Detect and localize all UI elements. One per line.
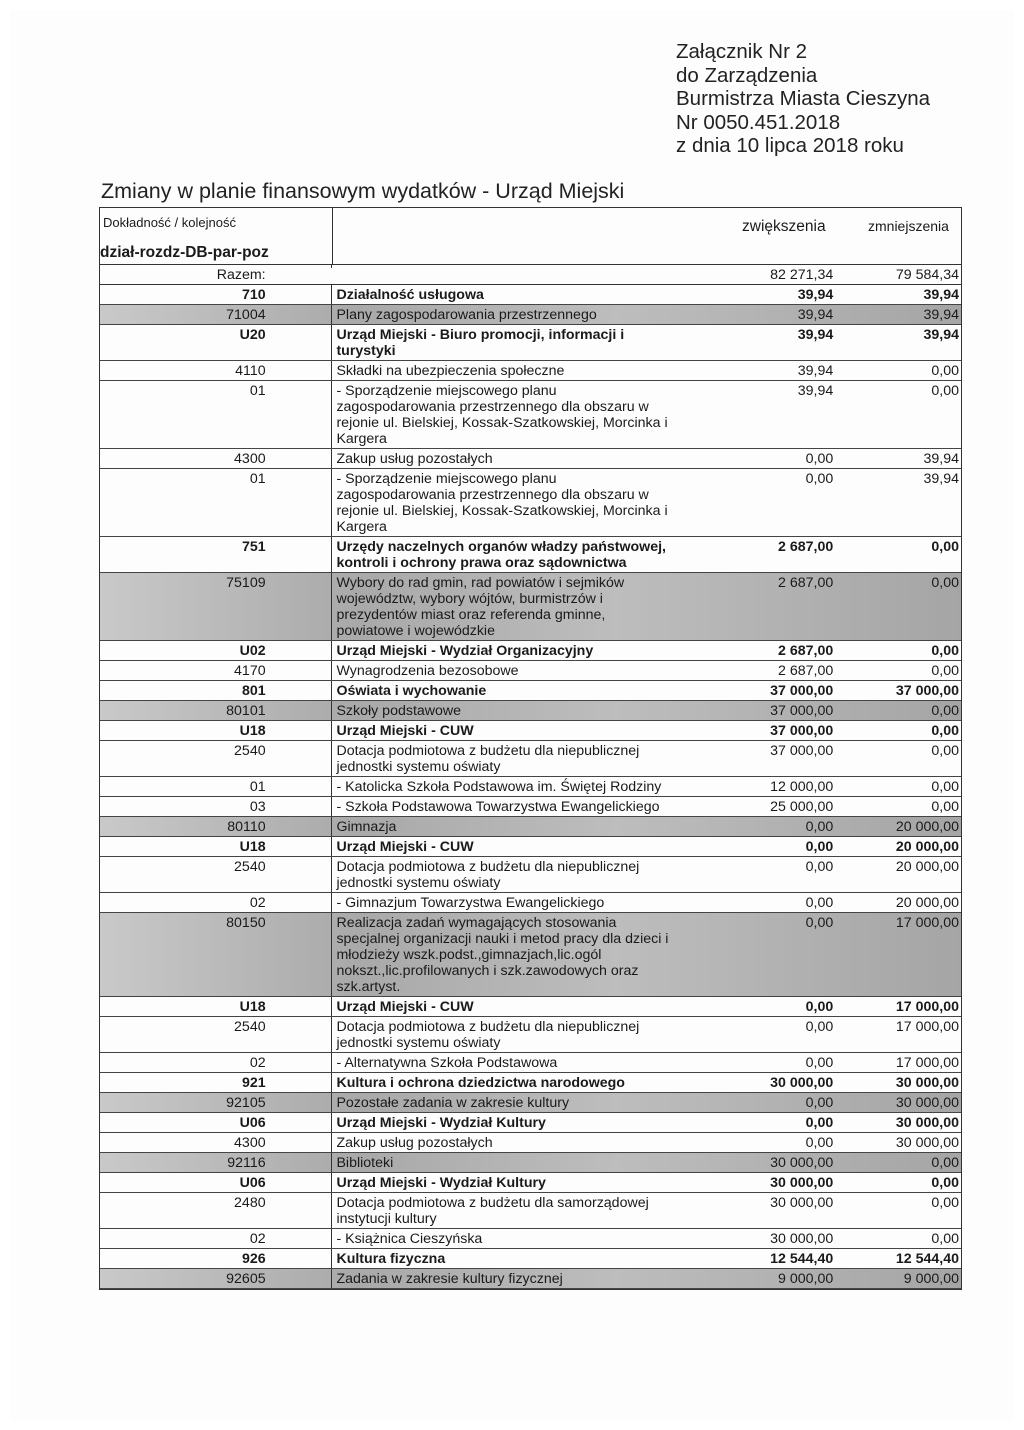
total-label: Razem: [216, 267, 266, 283]
row-code: 01 [249, 471, 266, 487]
table-row [100, 449, 961, 469]
row-increase: 39,94 [797, 363, 834, 379]
row-description: Realizacja zadań wymagających stosowania specjalnej organizacji nauki i metod pracy dla dzieci i młodzieży wszk.podst.,gimnazjach,lic.ogól nokszt.,lic.profilowanych i szk.zawodowych oraz szk.artyst. [331, 913, 675, 996]
row-description: - Książnica Cieszyńska [331, 1229, 675, 1248]
row-description: Szkoły podstawowe [331, 701, 675, 720]
row-code: U02 [239, 643, 266, 659]
row-decrease: 12 544,40 [895, 1251, 959, 1267]
table-row [100, 573, 961, 641]
total-increase: 82 271,34 [770, 267, 834, 283]
header-key-label: dział-rozdz-DB-par-poz [100, 244, 269, 261]
row-decrease: 30 000,00 [895, 1115, 959, 1131]
table-row [100, 1053, 961, 1073]
row-increase: 9 000,00 [778, 1271, 834, 1287]
row-description: Zakup usług pozostałych [331, 1133, 675, 1152]
header-divider [332, 208, 333, 264]
row-decrease: 39,94 [923, 327, 959, 343]
row-increase: 37 000,00 [770, 703, 834, 719]
row-code: 02 [249, 1231, 266, 1247]
row-description: Zadania w zakresie kultury fizycznej [331, 1269, 675, 1288]
row-increase: 39,94 [797, 287, 834, 303]
row-decrease: 0,00 [931, 575, 959, 591]
table-row [100, 681, 961, 701]
row-description: Dotacja podmiotowa z budżetu dla niepublicznej jednostki systemu oświaty [331, 857, 675, 892]
row-code: 71004 [226, 307, 266, 323]
row-description: Kultura fizyczna [331, 1249, 675, 1268]
row-decrease: 20 000,00 [895, 819, 959, 835]
table-row [100, 701, 961, 721]
table-row [100, 837, 961, 857]
row-description: Urząd Miejski - Wydział Kultury [331, 1113, 675, 1132]
table-row [100, 1193, 961, 1229]
row-code: U18 [239, 839, 266, 855]
header-line-3: Burmistrza Miasta Cieszyna [676, 87, 931, 110]
row-description: Urząd Miejski - Wydział Kultury [331, 1173, 675, 1192]
table-row [100, 913, 961, 997]
row-increase: 2 687,00 [778, 575, 834, 591]
table-row [100, 857, 961, 893]
row-code: 2540 [234, 743, 266, 759]
row-decrease: 0,00 [931, 743, 959, 759]
row-increase: 30 000,00 [770, 1195, 834, 1211]
row-code: 4170 [234, 663, 266, 679]
table-row [100, 305, 961, 325]
row-decrease: 30 000,00 [895, 1075, 959, 1091]
row-decrease: 0,00 [931, 539, 959, 555]
table-row [100, 997, 961, 1017]
table-row [100, 893, 961, 913]
table-row [100, 1093, 961, 1113]
row-decrease: 0,00 [931, 1155, 959, 1171]
row-decrease: 0,00 [931, 799, 959, 815]
row-increase: 39,94 [797, 383, 834, 399]
table-row [100, 285, 961, 305]
header-accuracy-label: Dokładność / kolejność [103, 215, 236, 230]
row-description: Urząd Miejski - CUW [331, 721, 675, 740]
table-body [100, 285, 961, 1289]
row-decrease: 0,00 [931, 663, 959, 679]
header-line-1: Załącznik Nr 2 [676, 40, 808, 63]
row-increase: 0,00 [805, 451, 834, 467]
header-increase-label: zwiększenia [742, 218, 826, 235]
row-description: - Katolicka Szkoła Podstawowa im. Świętej Rodziny [331, 777, 675, 796]
row-increase: 0,00 [805, 1115, 834, 1131]
row-increase: 0,00 [805, 1019, 834, 1035]
row-description: Biblioteki [331, 1153, 675, 1172]
row-code: 926 [241, 1251, 266, 1267]
document-title: Zmiany w planie finansowym wydatków - Urząd Miejski [101, 179, 625, 203]
table-header [100, 208, 961, 265]
row-description: Pozostałe zadania w zakresie kultury [331, 1093, 675, 1112]
row-code: 2480 [234, 1195, 266, 1211]
row-decrease: 0,00 [931, 779, 959, 795]
row-description: Oświata i wychowanie [331, 681, 675, 700]
row-decrease: 17 000,00 [895, 1055, 959, 1071]
row-increase: 0,00 [805, 1095, 834, 1111]
row-code: 92105 [226, 1095, 266, 1111]
table-row [100, 817, 961, 837]
row-description: Dotacja podmiotowa z budżetu dla samorządowej instytucji kultury [331, 1193, 675, 1228]
row-decrease: 17 000,00 [895, 999, 959, 1015]
row-description: Gimnazja [331, 817, 675, 836]
row-code: 01 [249, 383, 266, 399]
row-increase: 30 000,00 [770, 1231, 834, 1247]
expenditure-table [99, 207, 962, 1290]
row-increase: 2 687,00 [778, 643, 834, 659]
header-decrease-label: zmniejszenia [868, 218, 949, 234]
table-row [100, 1229, 961, 1249]
table-row [100, 1073, 961, 1093]
row-description: Urząd Miejski - CUW [331, 837, 675, 856]
row-code: 4300 [234, 451, 266, 467]
row-description: Działalność usługowa [331, 285, 675, 304]
row-increase: 37 000,00 [770, 743, 834, 759]
row-decrease: 30 000,00 [895, 1135, 959, 1151]
row-code: 2540 [234, 1019, 266, 1035]
row-description: Kultura i ochrona dziedzictwa narodowego [331, 1073, 675, 1092]
row-code: 4300 [234, 1135, 266, 1151]
row-decrease: 20 000,00 [895, 895, 959, 911]
total-row [100, 265, 961, 285]
row-decrease: 39,94 [923, 451, 959, 467]
table-row [100, 641, 961, 661]
row-code: U06 [239, 1175, 266, 1191]
row-increase: 30 000,00 [770, 1075, 834, 1091]
row-description: Składki na ubezpieczenia społeczne [331, 361, 675, 380]
row-increase: 12 544,40 [770, 1251, 834, 1267]
row-code: 921 [241, 1075, 266, 1091]
header-line-2: do Zarządzenia [676, 63, 818, 87]
row-description: Zakup usług pozostałych [331, 449, 675, 468]
table-row [100, 1017, 961, 1053]
row-decrease: 0,00 [931, 723, 959, 739]
table-row [100, 1153, 961, 1173]
row-code: 92116 [227, 1155, 266, 1171]
row-description: Dotacja podmiotowa z budżetu dla niepublicznej jednostki systemu oświaty [331, 741, 675, 776]
row-code: U18 [239, 999, 266, 1015]
total-desc [331, 265, 675, 268]
row-decrease: 9 000,00 [903, 1271, 959, 1287]
row-increase: 0,00 [805, 1135, 834, 1151]
row-description: - Szkoła Podstawowa Towarzystwa Ewangelickiego [331, 797, 675, 816]
row-code: 80110 [227, 819, 266, 835]
row-decrease: 17 000,00 [895, 1019, 959, 1035]
row-description: Urząd Miejski - Biuro promocji, informacji i turystyki [331, 325, 675, 360]
row-code: 751 [241, 539, 266, 555]
row-increase: 0,00 [805, 1055, 834, 1071]
row-description: Dotacja podmiotowa z budżetu dla niepublicznej jednostki systemu oświaty [331, 1017, 675, 1052]
row-decrease: 0,00 [931, 383, 959, 399]
row-decrease: 17 000,00 [895, 915, 959, 931]
table-row [100, 1269, 961, 1289]
row-code: 80150 [226, 915, 266, 931]
row-code: U06 [239, 1115, 266, 1131]
table-row [100, 361, 961, 381]
row-increase: 0,00 [805, 999, 834, 1015]
row-code: U18 [239, 723, 266, 739]
row-description: - Sporządzenie miejscowego planu zagospodarowania przestrzennego dla obszaru w rejonie ul. Bielskiej, Kossak-Szatkowskiej, Morcinka i Kargera [331, 469, 675, 536]
row-increase: 0,00 [805, 471, 834, 487]
row-decrease: 0,00 [931, 1175, 959, 1191]
row-description: - Gimnazjum Towarzystwa Ewangelickiego [331, 893, 675, 912]
row-decrease: 37 000,00 [895, 683, 959, 699]
row-increase: 30 000,00 [770, 1175, 834, 1191]
table-row [100, 797, 961, 817]
row-description: Urząd Miejski - Wydział Organizacyjny [331, 641, 675, 660]
attachment-header [676, 40, 930, 158]
row-increase: 0,00 [805, 839, 834, 855]
row-code: 801 [241, 683, 266, 699]
row-decrease: 20 000,00 [895, 839, 959, 855]
table-row [100, 469, 961, 537]
row-increase: 0,00 [805, 915, 834, 931]
row-increase: 2 687,00 [778, 539, 834, 555]
row-code: U20 [239, 327, 266, 343]
row-code: 02 [249, 1055, 266, 1071]
row-code: 80101 [226, 703, 266, 719]
table-row [100, 381, 961, 449]
row-decrease: 0,00 [931, 643, 959, 659]
row-decrease: 39,94 [923, 307, 959, 323]
row-description: Wynagrodzenia bezosobowe [331, 661, 675, 680]
row-description: - Sporządzenie miejscowego planu zagospodarowania przestrzennego dla obszaru w rejonie ul. Bielskiej, Kossak-Szatkowskiej, Morcinka i Kargera [331, 381, 675, 448]
row-code: 710 [241, 287, 266, 303]
table-row [100, 721, 961, 741]
table-row [100, 325, 961, 361]
row-description: Wybory do rad gmin, rad powiatów i sejmików województw, wybory wójtów, burmistrzów i prezydentów miast oraz referenda gminne, powiatowe i wojewódzkie [331, 573, 675, 640]
row-increase: 37 000,00 [770, 683, 834, 699]
row-decrease: 0,00 [931, 1231, 959, 1247]
row-code: 92605 [226, 1271, 266, 1287]
row-decrease: 0,00 [931, 363, 959, 379]
table-row [100, 1133, 961, 1153]
row-description: Plany zagospodarowania przestrzennego [331, 305, 675, 324]
table-row [100, 661, 961, 681]
table-row [100, 777, 961, 797]
row-increase: 37 000,00 [770, 723, 834, 739]
table-row [100, 1249, 961, 1269]
row-code: 01 [249, 779, 266, 795]
row-code: 75109 [226, 575, 266, 591]
row-code: 02 [249, 895, 266, 911]
row-description: Urząd Miejski - CUW [331, 997, 675, 1016]
header-line-5: z dnia 10 lipca 2018 roku [676, 134, 904, 157]
header-line-4: Nr 0050.451.2018 [676, 110, 841, 134]
row-code: 4110 [235, 363, 266, 379]
row-decrease: 30 000,00 [895, 1095, 959, 1111]
row-decrease: 39,94 [923, 471, 959, 487]
row-increase: 0,00 [805, 819, 834, 835]
row-description: - Alternatywna Szkoła Podstawowa [331, 1053, 675, 1072]
row-code: 2540 [234, 859, 266, 875]
row-increase: 0,00 [805, 859, 834, 875]
row-increase: 25 000,00 [770, 799, 834, 815]
row-increase: 2 687,00 [778, 663, 834, 679]
table-row [100, 1173, 961, 1193]
table-row [100, 741, 961, 777]
row-increase: 0,00 [805, 895, 834, 911]
table-row [100, 1113, 961, 1133]
row-decrease: 0,00 [931, 703, 959, 719]
row-increase: 30 000,00 [770, 1155, 834, 1171]
row-decrease: 20 000,00 [895, 859, 959, 875]
table-row [100, 537, 961, 573]
row-decrease: 39,94 [923, 287, 959, 303]
row-increase: 39,94 [797, 307, 834, 323]
row-code: 03 [249, 799, 266, 815]
row-increase: 39,94 [797, 327, 834, 343]
row-description: Urzędy naczelnych organów władzy państwowej, kontroli i ochrony prawa oraz sądownictwa [331, 537, 675, 572]
row-decrease: 0,00 [931, 1195, 959, 1211]
total-decrease: 79 584,34 [895, 267, 959, 283]
row-increase: 12 000,00 [770, 779, 834, 795]
